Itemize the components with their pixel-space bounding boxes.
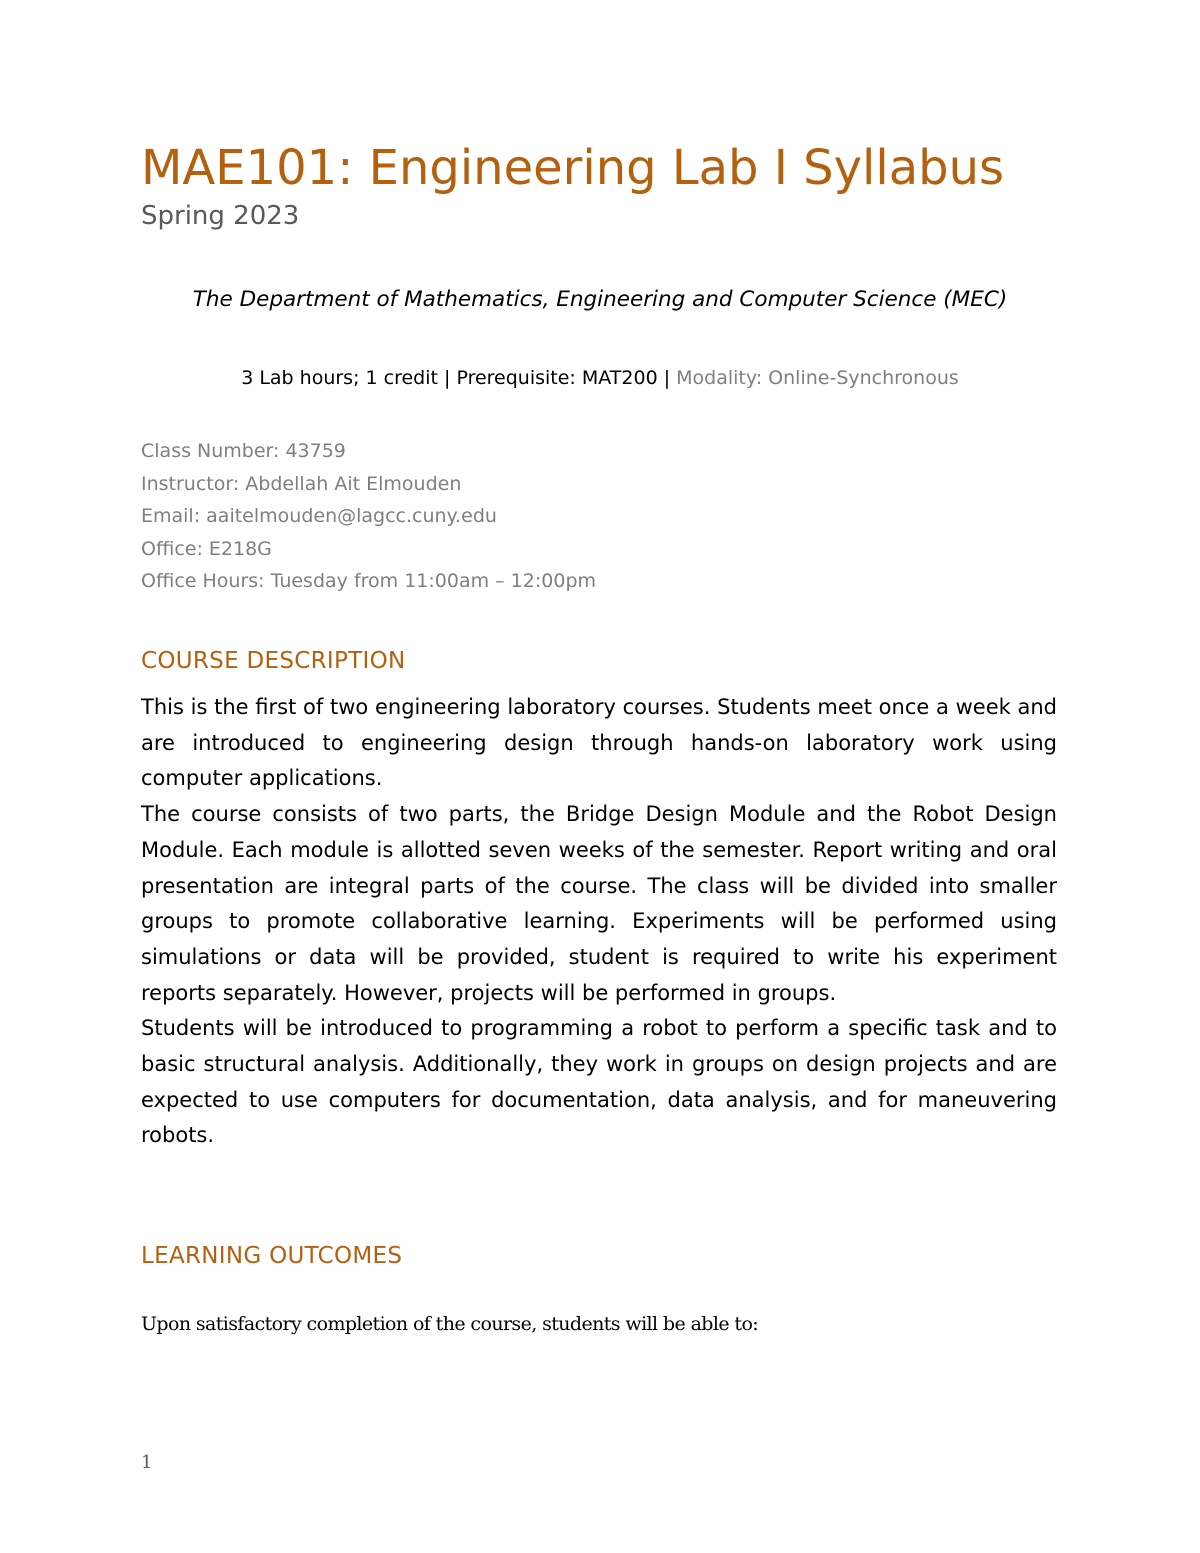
learning-outcomes-heading: LEARNING OUTCOMES — [141, 1243, 403, 1269]
office-hours: Office Hours: Tuesday from 11:00am – 12:00pm — [141, 570, 597, 592]
page-subtitle: Spring 2023 — [141, 201, 300, 231]
learning-outcomes-intro: Upon satisfactory completion of the course, students will be able to: — [141, 1313, 759, 1335]
course-meta — [141, 365, 1059, 391]
course-info-block — [141, 435, 596, 598]
course-credits-prerequisite: 3 Lab hours; 1 credit | Prerequisite: MAT200 | — [241, 367, 671, 389]
description-paragraph: The course consists of two parts, the Bridge Design Module and the Robot Design Module. Each module is allotted seven weeks of the semester. Report writing and oral presentation are integral parts of the course. The class will be divided into smaller groups to promote collaborative learning. Experiments will be performed using simulations or data will be provided, student is required to write his experiment reports separately. However, projects will be performed in groups. — [141, 802, 1057, 1005]
department-name: The Department of Mathematics, Engineering and Computer Science (MEC) — [192, 287, 1008, 312]
course-modality: Modality: Online-Synchronous — [670, 367, 959, 389]
description-paragraph: This is the first of two engineering laboratory courses. Students meet once a week and are introduced to engineering design through hands-on laboratory work using computer applications. — [141, 695, 1057, 791]
class-number: Class Number: 43759 — [141, 440, 346, 462]
course-description-body — [141, 690, 1057, 1154]
course-description-heading: COURSE DESCRIPTION — [141, 648, 406, 674]
instructor-email: Email: aaitelmouden@lagcc.cuny.edu — [141, 505, 497, 527]
instructor-name: Instructor: Abdellah Ait Elmouden — [141, 472, 462, 495]
description-paragraph: Students will be introduced to programming a robot to perform a specific task and to basic structural analysis. Additionally, they work in groups on design projects and are expected to use computers for documentation, data analysis, and for maneuvering robots. — [141, 1016, 1057, 1148]
office-location: Office: E218G — [141, 537, 272, 560]
page-number: 1 — [141, 1452, 153, 1473]
page-title: MAE101: Engineering Lab I Syllabus — [141, 140, 1005, 196]
